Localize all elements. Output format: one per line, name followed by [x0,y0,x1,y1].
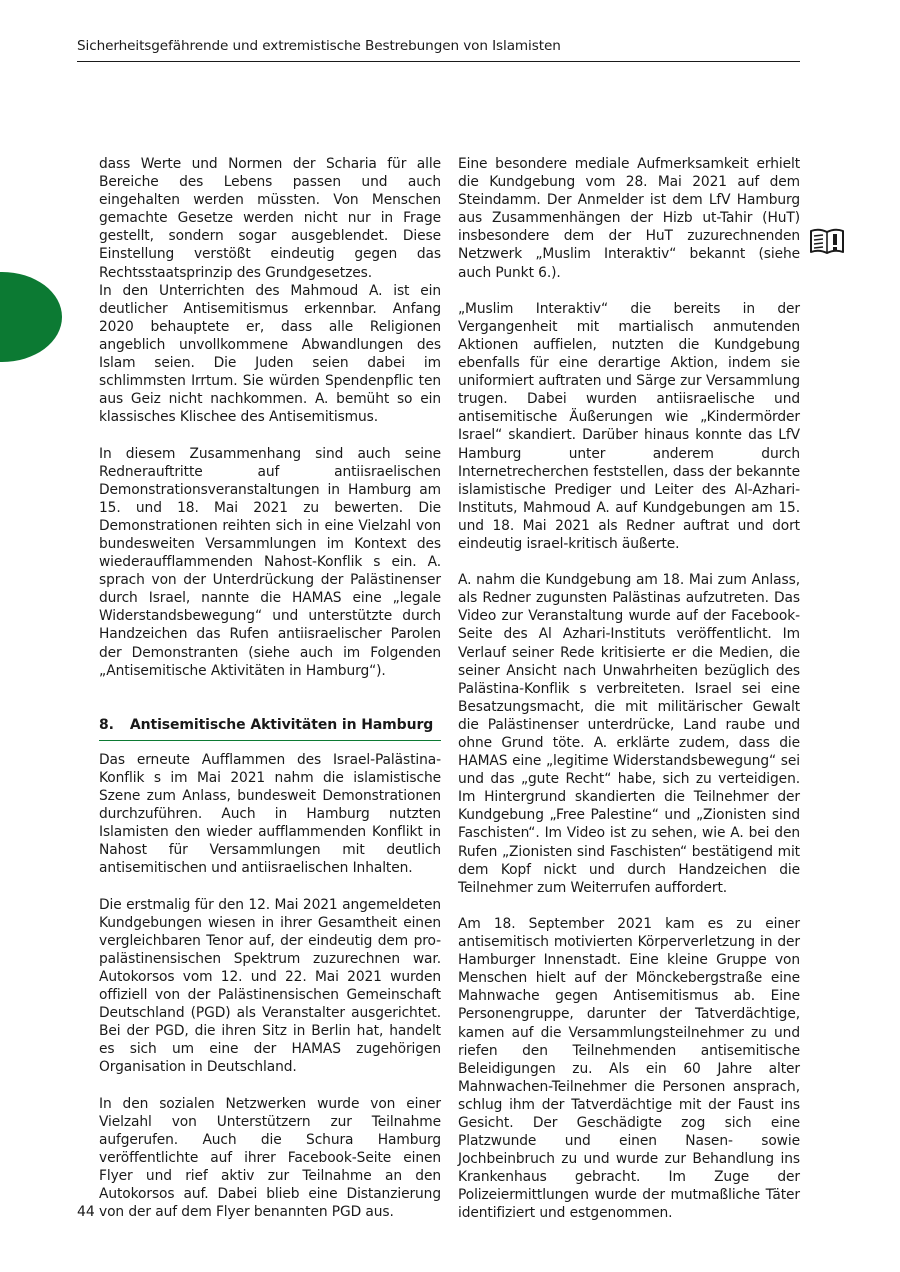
paragraph: Das erneute Aufflammen des Israel-Palästina-Konflik s im Mai 2021 nahm die islamistische Szene zum Anlass, bundesweit Demonstrationen durchzuführen. Auch in Hamburg nutzten Islamisten den wieder aufflammenden Konflikt in Nahost für Versammlungen mit deutlich antisemitischen und antiisraelischen Inhalten. [99,751,441,877]
page-number: 44 [77,1204,95,1220]
running-header: Sicherheitsgefährende und extremistische Bestrebungen von Islamisten [77,38,561,54]
section-title: Antisemitische Aktivitäten in Hamburg [129,716,434,733]
section-number: 8. [99,716,114,733]
chapter-marker-tab [0,272,62,362]
header-rule [77,61,800,62]
paragraph: Am 18. September 2021 kam es zu einer antisemitisch motivierten Körperverletzung in der Hamburger Innenstadt. Eine kleine Gruppe von Menschen hielt auf der Mönckebergstraße eine Mahnwache gegen Antisemitismus ab. Eine Personengruppe, darunter der Tatverdächtige, kamen auf die Versammlungsteilnehmer zu und riefen den Teilnehmenden antisemitische Beleidigungen zu. Als ein 60 Jahre alter Mahnwachen-Teilnehmer die Personen ansprach, schlug ihm der Tatverdächtige mit der Faust ins Gesicht. Der Geschädigte zog sich eine Platzwunde und einen Nasen- sowie Jochbeinbruch zu und wurde zur Behandlung ins Krankenhaus gebracht. Im Zuge der Polizeiermittlungen wurde der mutmaßliche Täter identifiziert und estgenommen. [458,915,800,1222]
paragraph: dass Werte und Normen der Scharia für alle Bereiche des Lebens passen und auch eingehalten werden müssten. Von Menschen gemachte Gesetze werden nicht nur in Frage gestellt, sondern sogar ausgeblendet. Diese Einstellung verstößt eindeutig gegen das Rechtsstaatsprinzip des Grundgesetzes. [99,156,441,281]
right-column [458,155,800,1241]
paragraph: „Muslim Interaktiv“ die bereits in der Vergangenheit mit martialisch anmutenden Aktionen auffielen, nutzten die Kundgebung ebenfalls für eine derartige Aktion, indem sie uniformiert auftraten und Särge zur Versammlung trugen. Dabei wurden antiisraelische und antisemitische Äußerungen wie „Kindermörder Israel“ skandiert. Darüber hinaus konnte das LfV Hamburg unter anderem durch Internetrecherchen feststellen, dass der bekannte islamistische Prediger und Leiter des Al-Azhari-Instituts, Mahmoud A. auf Kundgebungen am 15. und 18. Mai 2021 als Redner auftrat und dort eindeutig israel-kritisch äußerte. [458,300,800,552]
paragraph: Eine besondere mediale Aufmerksamkeit erhielt die Kundgebung vom 28. Mai 2021 auf dem Steindamm. Der Anmelder ist dem LfV Hamburg aus Zusammenhängen der Hizb ut-Tahir (HuT) insbesondere dem der HuT zuzurechnenden Netzwerk „Muslim Interaktiv“ bekannt (siehe auch Punkt 6.). [458,156,800,281]
paragraph: A. nahm die Kundgebung am 18. Mai zum Anlass, als Redner zugunsten Palästinas aufzutreten. Das Video zur Veranstaltung wurde auf der Facebook-Seite des Al Azhari-Instituts veröffentlicht. Im Verlauf seiner Rede kritisierte er die Medien, die seiner Ansicht nach Unwahrheiten bezüglich des Palästina-Konflik s verbreiteten. Israel sei eine Besatzungsmacht, die mit militärischer Gewalt die Palästinenser unterdrücke, Land raube und ohne Grund töte. A. erklärte zudem, dass die HAMAS eine „legitime Widerstandsbewegung“ sei und das „gute Recht“ habe, sich zu verteidigen. Im Hintergrund skandierten die Teilnehmer der Kundgebung „Free Palestine“ und „Zionisten sind Faschisten“. Im Video ist zu sehen, wie A. bei den Rufen „Zionisten sind Faschisten“ bestätigend mit dem Kopf nickt und durch Handzeichen die Teilnehmer zum Weiterrufen auffordert. [458,572,800,896]
paragraph: In diesem Zusammenhang sind auch seine Rednerauftritte auf antiisraelischen Demonstrationsveranstaltungen in Hamburg am 15. und 18. Mai 2021 zu bewerten. Die Demonstrationen reihten sich in eine Vielzahl von bundesweiten Versammlungen im Kontext des wiederaufflammenden Nahost-Konflik s ein. A. sprach von der Unterdrückung der Palästinenser durch Israel, nannte die HAMAS eine „legale Widerstandsbewegung“ und unterstützte durch Handzeichen das Rufen antiisraelischer Parolen der Demonstranten (siehe auch im Folgenden „Antisemitische Aktivitäten in Hamburg“). [99,445,441,679]
paragraph: In den sozialen Netzwerken wurde von einer Vielzahl von Unterstützern zur Teilnahme aufgerufen. Auch die Schura Hamburg veröffentlichte auf ihrer Facebook-Seite einen Flyer und rief aktiv zur Teilnahme an den Autokorsos auf. Dabei blieb eine Distanzierung von der auf dem Flyer benannten PGD aus. [99,1095,441,1221]
left-column [99,155,441,1239]
paragraph: In den Unterrichten des Mahmoud A. ist ein deutlicher Antisemitismus erkennbar. Anfang 2020 behauptete er, dass alle Religionen angeblich unvollkommene Abwandlungen des Islam seien. Die Juden seien dabei im schlimmsten Irrtum. Sie würden Spendenpflic ten aus Geiz nicht nachkommen. A. bemüht so ein klassisches Klischee des Antisemitismus. [99,282,441,426]
paragraph: Die erstmalig für den 12. Mai 2021 angemeldeten Kundgebungen wiesen in ihrer Gesamtheit einen vergleichbaren Tenor auf, der eindeutig dem pro-palästinensischen Spektrum zuzurechnen war. Autokorsos vom 12. und 22. Mai 2021 wurden offiziell von der Palästinensischen Gemeinschaft Deutschland (PGD) als Veranstalter ausgerichtet. Bei der PGD, die ihren Sitz in Berlin hat, handelt es sich um eine der HAMAS zugehörigen Organisation in Deutschland. [99,896,441,1076]
book-exclamation-icon [809,226,845,256]
section-heading [99,716,441,741]
